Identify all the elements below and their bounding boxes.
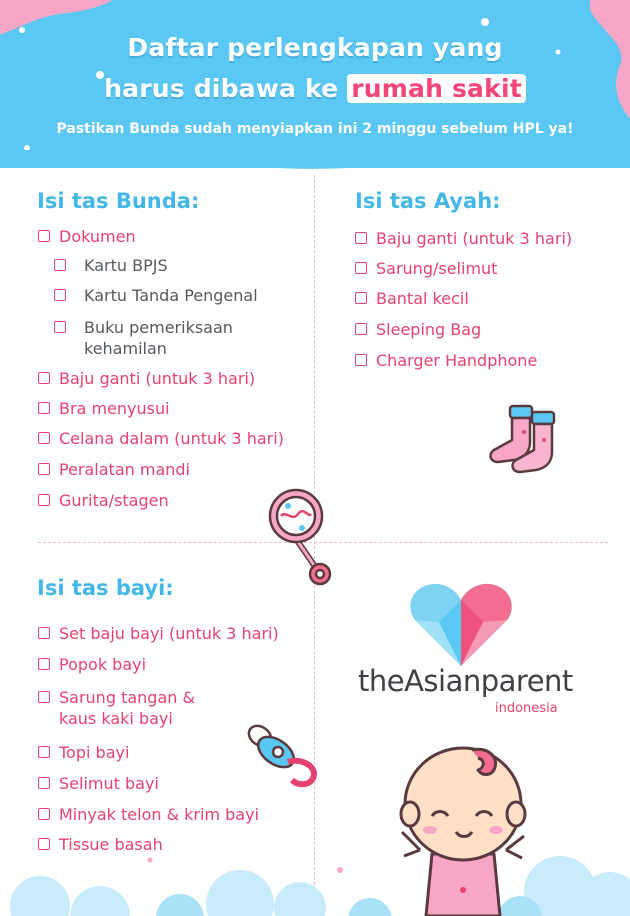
brand-logo-region: indonesia bbox=[495, 701, 558, 716]
checkbox-icon[interactable] bbox=[38, 372, 50, 384]
checklist-item[interactable] bbox=[38, 742, 129, 763]
page-subtitle: Pastikan Bunda sudah menyiapkan ini 2 minggu sebelum HPL ya! bbox=[56, 121, 574, 137]
checkbox-icon[interactable] bbox=[355, 323, 367, 335]
checklist-subitem[interactable] bbox=[54, 285, 258, 306]
checklist-item[interactable] bbox=[38, 490, 169, 511]
item-label: Sleeping Bag bbox=[376, 320, 482, 339]
checkbox-icon[interactable] bbox=[38, 627, 50, 639]
item-label: Tissue basah bbox=[59, 835, 163, 854]
checklist-item[interactable] bbox=[355, 288, 469, 309]
checkbox-icon[interactable] bbox=[38, 432, 50, 444]
item-label: Bra menyusui bbox=[59, 399, 170, 418]
checkbox-icon[interactable] bbox=[355, 232, 367, 244]
checklist-item[interactable] bbox=[38, 804, 259, 825]
checkbox-icon[interactable] bbox=[355, 354, 367, 366]
section-title-ayah: Isi tas Ayah: bbox=[355, 189, 501, 213]
section-title-bunda: Isi tas Bunda: bbox=[37, 189, 200, 213]
item-label: Kartu Tanda Pengenal bbox=[84, 286, 258, 305]
item-label: Peralatan mandi bbox=[59, 460, 190, 479]
checklist-item[interactable] bbox=[355, 350, 537, 371]
checklist-item[interactable] bbox=[38, 623, 279, 644]
header-banner bbox=[0, 0, 630, 168]
item-label-line2: kehamilan bbox=[84, 339, 167, 358]
checklist-item[interactable] bbox=[38, 368, 255, 389]
checkbox-icon[interactable] bbox=[355, 262, 367, 274]
socks-icon bbox=[484, 402, 576, 494]
item-label: Celana dalam (untuk 3 hari) bbox=[59, 429, 284, 448]
checkbox-icon[interactable] bbox=[38, 230, 50, 242]
checklist-item[interactable] bbox=[38, 398, 170, 419]
item-label: Gurita/stagen bbox=[59, 491, 169, 510]
checklist-item[interactable] bbox=[38, 428, 284, 449]
item-label: Bantal kecil bbox=[376, 289, 469, 308]
checkbox-icon[interactable] bbox=[54, 289, 66, 301]
rattle-icon bbox=[264, 486, 340, 590]
item-label: Dokumen bbox=[59, 227, 136, 246]
checkbox-icon[interactable] bbox=[38, 777, 50, 789]
checkbox-icon[interactable] bbox=[38, 746, 50, 758]
item-label: Minyak telon & krim bayi bbox=[59, 805, 259, 824]
checklist-item[interactable] bbox=[38, 654, 146, 675]
title-highlight: rumah sakit bbox=[347, 74, 526, 103]
checkbox-icon[interactable] bbox=[38, 691, 50, 703]
checkbox-icon[interactable] bbox=[38, 808, 50, 820]
checklist-item[interactable] bbox=[38, 773, 159, 794]
item-label bbox=[84, 317, 233, 359]
header-wave-decoration bbox=[0, 150, 630, 190]
item-label: Topi bayi bbox=[59, 743, 130, 762]
item-label: Popok bayi bbox=[59, 655, 147, 674]
checkbox-icon[interactable] bbox=[38, 463, 50, 475]
item-label: Kartu BPJS bbox=[84, 256, 168, 275]
item-label: Selimut bayi bbox=[59, 774, 159, 793]
page-title-line1 bbox=[0, 33, 630, 62]
item-label bbox=[59, 687, 195, 729]
checklist-item[interactable] bbox=[38, 687, 195, 729]
checkbox-icon[interactable] bbox=[38, 494, 50, 506]
checklist-item[interactable] bbox=[355, 228, 572, 249]
checkbox-icon[interactable] bbox=[355, 292, 367, 304]
heart-logo-icon bbox=[409, 582, 513, 668]
page-title-line2 bbox=[0, 74, 630, 103]
checklist-item[interactable] bbox=[38, 226, 136, 247]
checkbox-icon[interactable] bbox=[54, 321, 66, 333]
checklist-item[interactable] bbox=[38, 459, 190, 480]
brand-logo-text: theAsianparent bbox=[358, 664, 573, 698]
item-label-line2: kaus kaki bayi bbox=[59, 709, 173, 728]
checklist-item[interactable] bbox=[355, 258, 497, 279]
item-label: Sarung/selimut bbox=[376, 259, 498, 278]
checklist-item[interactable] bbox=[355, 319, 481, 340]
item-label: Baju ganti (untuk 3 hari) bbox=[376, 229, 573, 248]
checkbox-icon[interactable] bbox=[38, 402, 50, 414]
title-line2-text: harus dibawa ke bbox=[104, 74, 348, 103]
item-label: Baju ganti (untuk 3 hari) bbox=[59, 369, 256, 388]
item-label: Set baju bayi (untuk 3 hari) bbox=[59, 624, 279, 643]
cloud-icon bbox=[0, 846, 630, 916]
baby-icon bbox=[398, 740, 528, 916]
checklist-subitem[interactable] bbox=[54, 317, 233, 359]
checkbox-icon[interactable] bbox=[54, 259, 66, 271]
item-label: Charger Handphone bbox=[376, 351, 538, 370]
checkbox-icon[interactable] bbox=[38, 658, 50, 670]
item-label-line1: Buku pemeriksaan bbox=[84, 318, 233, 337]
item-label-line1: Sarung tangan & bbox=[59, 688, 195, 707]
pacifier-icon bbox=[242, 718, 324, 794]
title-line1-text: Daftar perlengkapan yang bbox=[127, 33, 503, 62]
checklist-subitem[interactable] bbox=[54, 255, 168, 276]
section-title-bayi: Isi tas bayi: bbox=[37, 576, 174, 600]
